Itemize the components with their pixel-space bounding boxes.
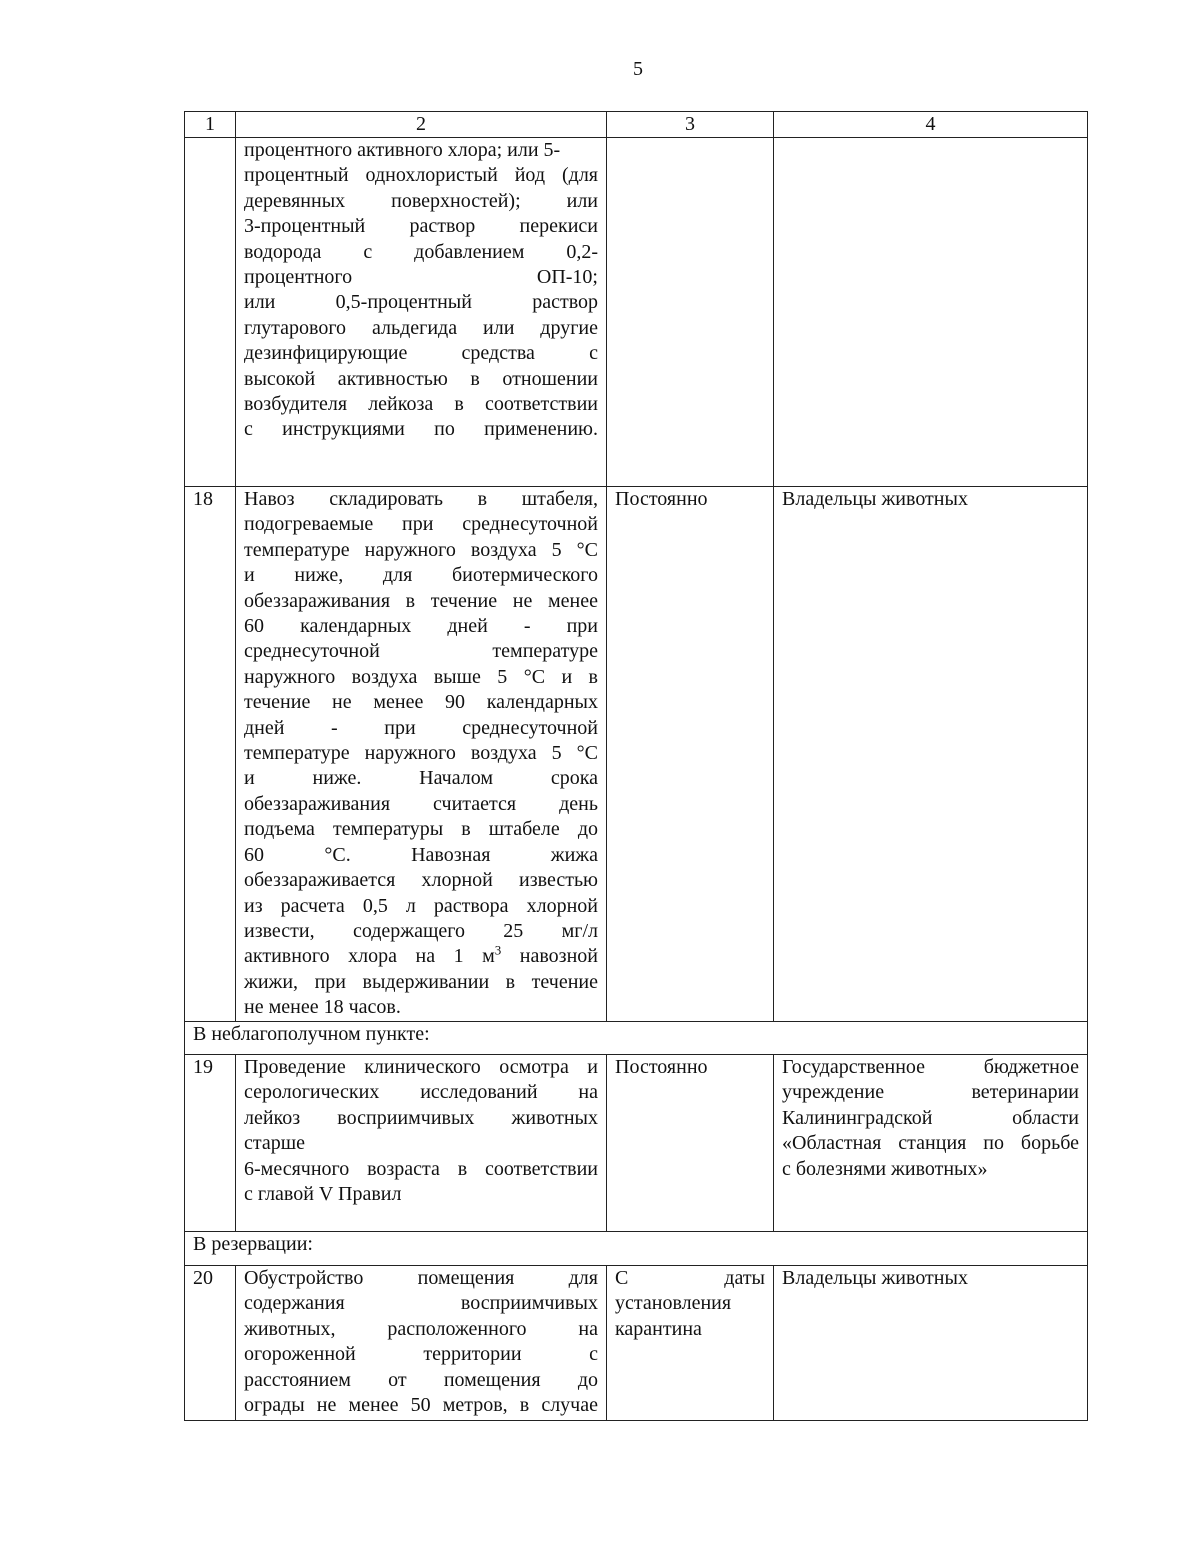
text-line: процентный однохлористый йод (для (244, 164, 598, 187)
text-line: с главой V Правил (244, 1183, 402, 1206)
text-line: установления (615, 1292, 732, 1315)
responsible-cell (774, 1055, 1088, 1232)
text-line: подогреваемые при среднесуточной (244, 513, 598, 536)
text-line: лейкоз восприимчивых животных (244, 1106, 598, 1129)
text-line-with-superscript (244, 944, 598, 969)
text-line: «Областная станция по борьбе (782, 1132, 1079, 1155)
text-line: или 0,5-процентный раствор (244, 291, 598, 314)
text-line: содержания восприимчивых (244, 1292, 598, 1315)
text-line: обеззараживания считается день (244, 792, 598, 815)
text-line: старше (244, 1132, 306, 1155)
section-row-reservation (185, 1232, 1088, 1266)
text-line: среднесуточной температуре (244, 640, 598, 663)
responsible-cell: Владельцы животных (774, 1266, 1088, 1421)
table-row-continuation (185, 138, 1088, 487)
text-line: Обустройство помещения для (244, 1267, 598, 1289)
text-line: температуре наружного воздуха 5 °С (244, 538, 598, 561)
responsible-cell: Владельцы животных (774, 487, 1088, 1022)
text-fragment: активного хлора на 1 м (244, 945, 495, 968)
section-heading: В резервации: (185, 1232, 1088, 1266)
text-line: жижи, при выдерживании в течение (244, 970, 598, 993)
table-row-20 (185, 1266, 1088, 1421)
text-line: извести, содержащего 25 мг/л (244, 919, 598, 942)
deadline-cell (607, 138, 774, 487)
table-header-row (185, 112, 1088, 138)
text-line: водорода с добавлением 0,2- (244, 240, 598, 263)
header-col-2: 2 (236, 112, 607, 138)
text-line: и ниже. Началом срока (244, 767, 598, 790)
row-number: 19 (185, 1055, 236, 1232)
text-line: процентного ОП-10; (244, 266, 598, 289)
deadline-cell: Постоянно (607, 1055, 774, 1232)
text-line: подъема температуры в штабеле до (244, 818, 598, 841)
header-col-4: 4 (774, 112, 1088, 138)
row-number: 20 (185, 1266, 236, 1421)
text-line: 3-процентный раствор перекиси (244, 215, 598, 238)
text-line: возбудителя лейкоза в соответствии (244, 393, 598, 416)
text-line: серологических исследований на (244, 1081, 598, 1104)
text-line: Проведение клинического осмотра и (244, 1056, 598, 1078)
text-line: Государственное бюджетное (782, 1056, 1079, 1078)
text-line: течение не менее 90 календарных (244, 691, 598, 714)
measure-text (236, 138, 607, 487)
responsible-cell (774, 138, 1088, 487)
text-line: глутарового альдегида или другие (244, 316, 598, 339)
text-line: обеззараживается хлорной известью (244, 869, 598, 892)
text-line: из расчета 0,5 л раствора хлорной (244, 894, 598, 917)
table-row-19 (185, 1055, 1088, 1232)
table-row-18 (185, 487, 1088, 1022)
deadline-cell: Постоянно (607, 487, 774, 1022)
text-line: обеззараживания в течение не менее (244, 589, 598, 612)
text-line: процентного активного хлора; или 5- (244, 139, 561, 161)
text-line: С даты (615, 1267, 765, 1289)
measure-text (236, 1055, 607, 1232)
deadline-cell (607, 1266, 774, 1421)
text-line: ограды не менее 50 метров, в случае (244, 1394, 598, 1417)
text-line: 60 °С. Навозная жижа (244, 843, 598, 866)
row-number (185, 138, 236, 487)
text-line: карантина (615, 1317, 702, 1340)
text-line: наружного воздуха выше 5 °С и в (244, 665, 598, 688)
text-fragment: навозной (501, 945, 598, 968)
superscript: 3 (494, 942, 502, 958)
text-line: деревянных поверхностей); или (244, 189, 598, 212)
measures-table (184, 111, 1088, 1421)
row-number: 18 (185, 487, 236, 1022)
header-col-1: 1 (185, 112, 236, 138)
header-col-3: 3 (607, 112, 774, 138)
text-line: учреждение ветеринарии (782, 1081, 1079, 1104)
text-line: и ниже, для биотермического (244, 564, 598, 587)
measure-text (236, 1266, 607, 1421)
text-line: температуре наружного воздуха 5 °С (244, 742, 598, 765)
section-heading: В неблагополучном пункте: (185, 1022, 1088, 1055)
text-line: Навоз складировать в штабеля, (244, 488, 598, 510)
text-line: высокой активностью в отношении (244, 367, 598, 390)
text-line: расстоянием от помещения до (244, 1368, 598, 1391)
text-line: дезинфицирующие средства с (244, 342, 598, 365)
text-line: 60 календарных дней - при (244, 615, 598, 638)
text-line: огороженной территории с (244, 1343, 598, 1366)
text-line: животных, расположенного на (244, 1317, 598, 1340)
text-line: дней - при среднесуточной (244, 716, 598, 739)
section-row-unfavorable (185, 1022, 1088, 1055)
text-line: с инструкциями по применению. (244, 418, 598, 441)
text-line: 6-месячного возраста в соответствии (244, 1157, 598, 1180)
text-line: Калининградской области (782, 1106, 1079, 1129)
text-line: не менее 18 часов. (244, 996, 401, 1019)
page-number: 5 (633, 58, 643, 80)
text-line: с болезнями животных» (782, 1157, 988, 1180)
measure-text (236, 487, 607, 1022)
